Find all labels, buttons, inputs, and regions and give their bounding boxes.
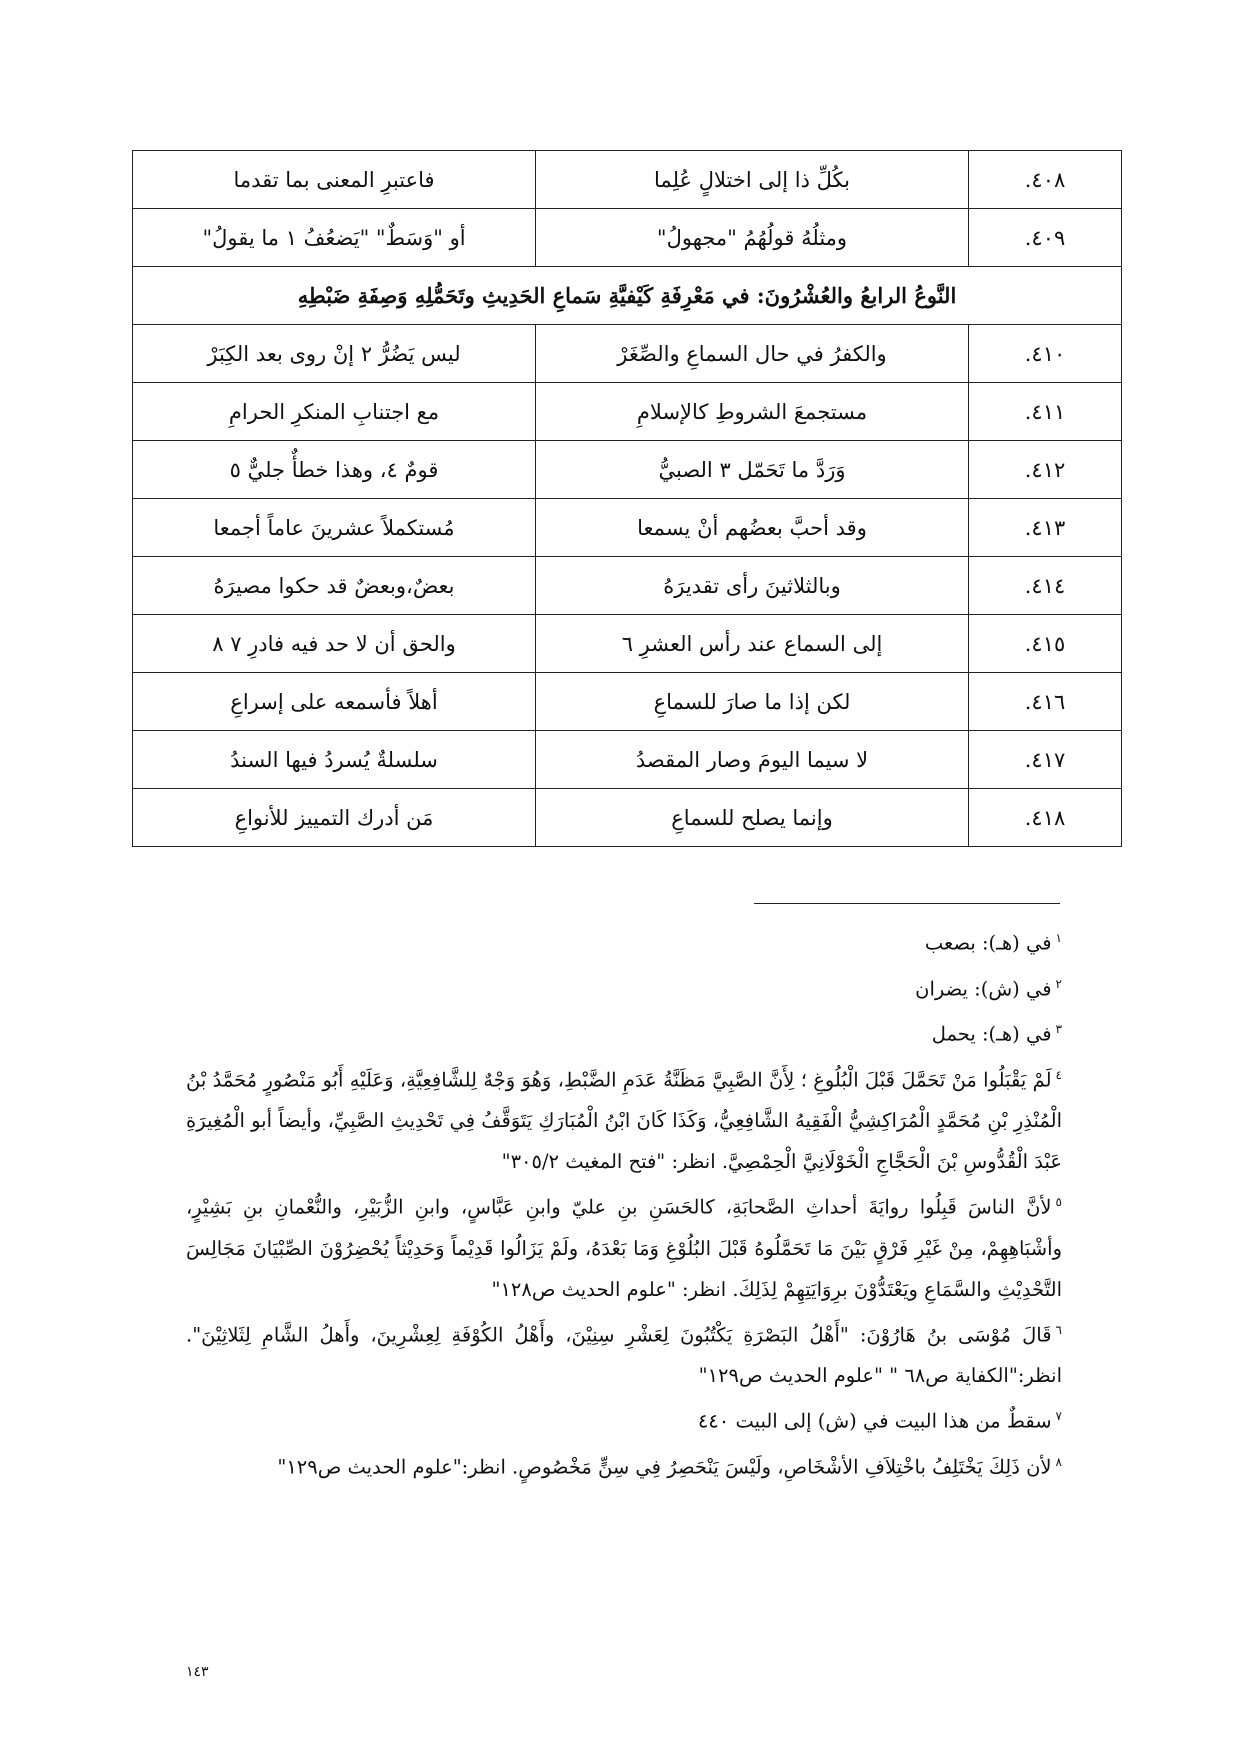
verse-number: ٤١٦. (969, 673, 1122, 731)
verses-table-body (133, 151, 1122, 847)
footnote-marker: ٨ (1055, 1454, 1062, 1469)
verse-second-hemistich: مَن أدرك التمييز للأنواعِ (133, 789, 536, 847)
verse-row (133, 441, 1122, 499)
verse-first-hemistich: إلى السماع عند رأس العشرِ ٦ (536, 615, 969, 673)
verses-table (132, 150, 1122, 847)
verse-row (133, 325, 1122, 383)
verse-row (133, 209, 1122, 267)
verse-first-hemistich: لا سيما اليومَ وصار المقصدُ (536, 731, 969, 789)
verse-second-hemistich: أو "وَسَطٌ" "يَضعُفُ ١ ما يقولُ" (133, 209, 536, 267)
verse-second-hemistich: مُستكملاً عشرينَ عاماً أجمعا (133, 499, 536, 557)
verse-number: ٤١٨. (969, 789, 1122, 847)
footnote-text: سقطٌ من هذا البيت في (ش) إلى البيت ٤٤٠ (697, 1409, 1052, 1433)
footnote (186, 1009, 1062, 1055)
verse-row (133, 499, 1122, 557)
verse-row (133, 557, 1122, 615)
footnote-text: لأنَّ الناسَ قَبِلُوا روايَةَ أحداثِ الصَّحابَةِ، كالحَسَنِ بنِ عليّ وابنِ عَبَّاسٍ، وابنِ الزُّبَيْرِ، والنُّعْمانِ بنِ بَشِيْرٍ، وأشْبَاهِهِمْ، مِنْ غَيْرِ فَرْقٍ بَيْنَ مَا تَحَمَّلُوهُ قَبْلَ البُلُوْغِ وَمَا بَعْدَهُ، ولَمْ يَزَالُوا قَدِيْماً وَحَدِيْثاً يُحْضِرُوْنَ الصِّبْيَانَ مَجَالِسَ التَّحْدِيْثِ والسَّمَاعِ ويَعْتَدُّوْنَ برِوَايَتِهِمْ لِذَلِكَ. انظر: "علوم الحديث ص١٢٨" (186, 1195, 1062, 1301)
verse-row (133, 615, 1122, 673)
footnote (186, 918, 1062, 964)
verse-number: ٤١٤. (969, 557, 1122, 615)
verse-second-hemistich: سلسلةٌ يُسردُ فيها السندُ (133, 731, 536, 789)
footnote-text: لَمْ يَقْبَلُوا مَنْ تَحَمَّلَ قَبْلَ الْبُلُوغِ ؛ لِأَنَّ الصَّبِيَّ مَظَنَّةُ عَدَمِ الضَّبْطِ، وَهُوَ وَجْهٌ لِلشَّافِعِيَّةِ، وَعَلَيْهِ أَبُو مَنْصُورٍ مُحَمَّدُ بْنُ الْمُنْذِرِ بْنِ مُحَمَّدٍ الْمُرَاكِشِيُّ الْفَقِيهُ الشَّافِعِيُّ، وَكَذَا كَانَ ابْنُ الْمُبَارَكِ يَتَوَقَّفُ فِي تَحْدِيثِ الصَّبِيِّ، وأيضاً أبو الْمُغِيرَةِ عَبْدَ الْقُدُّوسِ بْنَ الْحَجَّاجِ الْخَوْلَانِيَّ الْحِمْصِيَّ. انظر: "فتح المغيث ٣٠٥/٢" (186, 1068, 1062, 1173)
footnote (186, 1055, 1062, 1183)
footnote (186, 1442, 1062, 1488)
footnote-marker: ٧ (1055, 1409, 1062, 1423)
footnote (186, 1396, 1062, 1442)
chapter-heading-row (133, 267, 1122, 325)
verse-number: ٤١٢. (969, 441, 1122, 499)
verse-first-hemistich: والكفرُ في حال السماعِ والصِّغَرْ (536, 325, 969, 383)
footnote (186, 1182, 1062, 1310)
verse-first-hemistich: وَرَدَّ ما تَحَمّل ٣ الصبيُّ (536, 441, 969, 499)
footnote-marker: ٦ (1055, 1322, 1062, 1337)
verse-number: ٤١٧. (969, 731, 1122, 789)
verse-second-hemistich: فاعتبرِ المعنى بما تقدما (133, 151, 536, 209)
verse-first-hemistich: وبالثلاثينَ رأى تقديرَهُ (536, 557, 969, 615)
verse-row (133, 673, 1122, 731)
footnote-marker: ٤ (1055, 1067, 1062, 1082)
footnote-text: في (هـ): بصعب (924, 931, 1052, 955)
verse-number: ٤١٣. (969, 499, 1122, 557)
footnote-text: لأن ذَلِكَ يَخْتَلِفُ باخْتِلاَفِ الأشْخَاصِ، ولَيْسَ يَنْحَصِرُ فِي سِنٍّ مَخْصُوصٍ. انظر:"علوم الحديث ص١٢٩" (277, 1455, 1052, 1478)
verse-second-hemistich: والحق أن لا حد فيه فادرِ ٧ ٨ (133, 615, 536, 673)
footnote-marker: ٢ (1055, 976, 1062, 991)
chapter-heading: النَّوعُ الرابعُ والعُشْرُونَ: في مَعْرِفَةِ كَيْفيَّةِ سَماعِ الحَدِيثِ وتَحَمُّلِهِ وَصِفَةِ ضَبْطِهِ (133, 267, 1122, 325)
footnote-marker: ٣ (1055, 1022, 1062, 1036)
footnotes (186, 918, 1062, 1487)
footnote-marker: ٥ (1055, 1195, 1062, 1209)
page-number: ١٤٣ (186, 1664, 209, 1680)
verse-first-hemistich: لكن إذا ما صارَ للسماعِ (536, 673, 969, 731)
verse-first-hemistich: وقد أحبَّ بعضُهم أنْ يسمعا (536, 499, 969, 557)
footnote-text: قَالَ مُوْسَى بنُ هَارُوْنَ: "أَهْلُ البَصْرَةِ يَكْتُبُونَ لِعَشْرِ سِنِيْنَ، وأَهْلُ الكُوْفَةِ لِعِشْرِينَ، وأَهلُ الشَّامِ لِثَلاثِيْنَ". انظر:"الكفاية ص٦٨ " "علوم الحديث ص١٢٩" (186, 1323, 1062, 1387)
footnote-text: في (هـ): يحمل (931, 1022, 1052, 1046)
verse-first-hemistich: بكُلِّ ذا إلى اختلالٍ عُلِما (536, 151, 969, 209)
verse-number: ٤٠٨. (969, 151, 1122, 209)
footnote (186, 1310, 1062, 1397)
verse-row (133, 151, 1122, 209)
verse-number: ٤٠٩. (969, 209, 1122, 267)
footnote-separator (754, 903, 1060, 904)
verse-first-hemistich: مستجمعَ الشروطِ كالإسلامِ (536, 383, 969, 441)
verse-second-hemistich: مع اجتنابِ المنكرِ الحرامِ (133, 383, 536, 441)
verse-first-hemistich: وإنما يصلح للسماعِ (536, 789, 969, 847)
verse-second-hemistich: بعضٌ،وبعضٌ قد حكوا مصيرَهُ (133, 557, 536, 615)
footnote-marker: ١ (1055, 931, 1062, 945)
verse-number: ٤١٥. (969, 615, 1122, 673)
verse-row (133, 383, 1122, 441)
verse-first-hemistich: ومثلُهُ قولُهُمُ "مجهولُ" (536, 209, 969, 267)
footnote-text: في (ش): يضران (915, 977, 1052, 1000)
verse-second-hemistich: قومٌ ٤، وهذا خطأٌ جليٌّ ٥ (133, 441, 536, 499)
verse-number: ٤١١. (969, 383, 1122, 441)
footnote (186, 964, 1062, 1010)
verse-second-hemistich: ليس يَضُرُّ ٢ إنْ روى بعد الكِبَرْ (133, 325, 536, 383)
verse-row (133, 731, 1122, 789)
verse-number: ٤١٠. (969, 325, 1122, 383)
verse-row (133, 789, 1122, 847)
verse-second-hemistich: أهلاً فأسمعه على إسراعِ (133, 673, 536, 731)
